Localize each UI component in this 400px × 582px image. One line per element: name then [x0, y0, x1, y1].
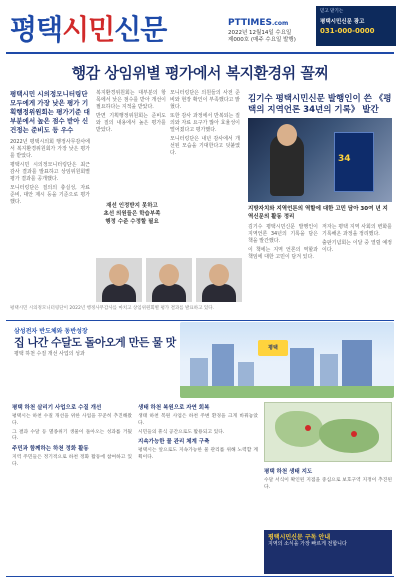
map-region	[319, 419, 379, 453]
section-subhead: 생태 하천 복원으로 자연 회복	[138, 405, 210, 411]
photo-caption: 평택시민 시의정모니터링단이 2022년 행정사무감사를 마치고 상임위원회별 평가 결과를 발표하고 있다.	[10, 306, 214, 311]
lower-kicker: 삼성전자 반도체와 동반성장	[14, 328, 88, 335]
paragraph: 그 결과 수달 등 멸종위기 생물이 돌아오는 성과를 거뒀다.	[12, 429, 132, 442]
paragraph: 이 책에는 지역 언론의 역할과 책임에 대한 고민이 담겨 있다.	[248, 247, 318, 260]
article-column-3	[170, 90, 240, 159]
section-subhead: 평택 하천 생태 지도	[264, 469, 313, 475]
portrait-body	[102, 284, 136, 302]
lower-headline[interactable]: 집 나간 수달도 돌아오게 만든 물 맛	[14, 336, 176, 349]
banner-text: 지역의 소식을 가장 빠르게 전합니다	[268, 541, 347, 547]
article-lede: 평택시민 시의정모니터링단 모두에게 가장 낮은 평가 기획행정위원회는 평가기준 대부분에서 높은 점수 받아 신건정는 준비도 등 우수	[10, 90, 90, 134]
paragraph: 평택시는 앞으로도 지속가능한 물 관리를 위해 노력할 계획이다.	[138, 448, 258, 461]
paragraph: 모니터링단은 질의의 충실성, 자료 준비, 대안 제시 등을 기준으로 평가했다.	[10, 185, 90, 205]
subscription-banner[interactable]	[264, 530, 392, 574]
council-member-portraits	[96, 258, 244, 304]
lower-subtitle: 평택 하천 수질 개선 사업의 성과	[14, 351, 85, 357]
lower-column-1	[12, 402, 132, 471]
portrait-body	[202, 284, 236, 302]
brand-tld: .com	[272, 20, 289, 27]
paragraph: 김기수 평택시민신문 발행인이 지역언론 34년의 기록을 담은 책을 발간했다.	[248, 224, 318, 244]
paragraph: 지역 주민들은 정기적으로 하천 정화 활동에 참여하고 있다.	[12, 455, 132, 467]
footer-rule	[6, 576, 394, 577]
article-body-2	[96, 90, 166, 134]
building	[238, 362, 254, 388]
person-face	[277, 124, 297, 146]
article-body-1	[10, 139, 90, 206]
portrait-photo	[196, 258, 242, 302]
illustration-sign: 평택	[258, 340, 288, 356]
section-divider	[6, 320, 394, 321]
right-col-2	[322, 224, 392, 263]
right-article-columns	[248, 224, 392, 263]
paragraph: 저자는 평택 지역 사회의 변화를 기록해온 과정을 정리했다.	[322, 224, 392, 237]
paragraph: 시민들의 휴식 공간으로도 활용되고 있다.	[138, 429, 225, 435]
brand-domain: PTTIMES	[228, 18, 273, 28]
pull-quote	[98, 202, 166, 226]
paragraph: 생태 하천 복원 사업은 하천 주변 환경을 크게 바꿔놓았다.	[138, 414, 258, 426]
paragraph: 복지환경위원회는 대부분의 항목에서 낮은 점수를 받아 개선이 필요하다는 지적을 받았다.	[96, 90, 166, 110]
paragraph: 수달 서식이 확인된 지점을 중심으로 보호구역 지정이 추진된다.	[264, 478, 392, 490]
book-author-photo	[248, 118, 392, 202]
right-article-title[interactable]: 김기수 평택시민신문 발행인이 쓴 《평택의 지역언론 34년의 기록》 발간	[248, 94, 392, 115]
ad-line-1: 믿고 맡기는	[320, 9, 344, 14]
right-article-body	[248, 206, 392, 263]
portrait-photo	[146, 258, 192, 302]
building	[342, 340, 372, 388]
river-map	[264, 402, 392, 462]
issue-date: 2022년 12월14일 수요일	[228, 30, 292, 36]
logo-part-1: 평택	[10, 13, 63, 46]
article-column-2	[96, 90, 166, 136]
book-cover-text: 34	[338, 154, 351, 164]
portrait-photo	[96, 258, 142, 302]
newspaper-logo[interactable]	[10, 8, 166, 48]
quote-line: 재선 인정받지 못하고	[106, 203, 158, 209]
article-column-1	[10, 90, 90, 208]
ad-line-2: 평택시민신문 광고	[320, 19, 365, 25]
right-article-lede: 지방자치와 지역언론의 역할에 대한 고민 담아 30여 년 지역신문의 활동 정리	[248, 206, 388, 220]
map-pin-icon	[351, 431, 357, 437]
map-region	[275, 411, 323, 447]
portrait-face	[109, 264, 129, 286]
portrait-face	[209, 264, 229, 286]
paragraph: 모니터링단은 의원들의 사전 준비와 현장 확인이 부족했다고 밝혔다.	[170, 90, 240, 110]
banner-title: 평택시민신문 구독 안내	[268, 534, 331, 541]
paragraph: 또한 감사 과정에서 반복되는 질의와 자료 요구가 많아 효율성이 떨어졌다고 평가했다.	[170, 113, 240, 133]
city-illustration	[180, 322, 394, 398]
section-subhead: 평택 하천 살리기 사업으로 수질 개선	[12, 405, 102, 411]
quote-line: 초선 의원들은 학습부족	[103, 211, 161, 217]
building	[212, 344, 234, 388]
portrait-body	[152, 284, 186, 302]
article-body-3	[170, 90, 240, 157]
logo-part-3: 신문	[114, 13, 167, 46]
portrait-face	[159, 264, 179, 286]
paragraph: 2022년 평택시의회 행정사무감사에서 복지환경위원회가 가장 낮은 평가를 받았다.	[10, 139, 90, 159]
building	[290, 348, 314, 388]
paragraph: 평택시민 시의정모니터링단은 최근 감사 결과를 발표하고 상임위원회별 평가 결과를 공개했다.	[10, 162, 90, 182]
paragraph: 평택시는 하천 수질 개선을 위한 사업을 꾸준히 추진해왔다.	[12, 414, 132, 426]
map-pin-icon	[305, 425, 311, 431]
paragraph: 출판기념회는 이달 중 열릴 예정이다.	[322, 240, 392, 253]
logo-part-2: 시민	[62, 13, 115, 46]
masthead-ad[interactable]	[316, 6, 396, 46]
building	[190, 358, 208, 388]
issue-info	[228, 30, 318, 44]
section-subhead: 주민과 함께하는 하천 정화 활동	[12, 446, 89, 453]
main-headline[interactable]: 행감 상임위별 평가에서 복지환경위 꼴찌	[71, 64, 329, 82]
quote-line: 행정 수준 수정할 필요	[105, 219, 159, 225]
paragraph: 반면 기획행정위원회는 준비도와 질의 내용에서 높은 평가를 받았다.	[96, 113, 166, 133]
section-subhead: 지속가능한 물 관리 체계 구축	[138, 439, 210, 446]
lower-column-3	[264, 466, 392, 494]
ad-phone: 031-000-0000	[320, 27, 375, 35]
masthead-divider	[6, 52, 394, 54]
brand-name[interactable]	[228, 18, 288, 28]
lower-column-2	[138, 402, 258, 464]
right-col-1	[248, 224, 318, 263]
issue-number: 제000호 (매주 수요일 발행)	[228, 37, 296, 43]
illustration-ground	[180, 386, 394, 398]
masthead	[6, 4, 394, 50]
paragraph: 모니터링단은 내년 감사에서 개선된 모습을 기대한다고 덧붙였다.	[170, 136, 240, 156]
building	[320, 354, 338, 388]
